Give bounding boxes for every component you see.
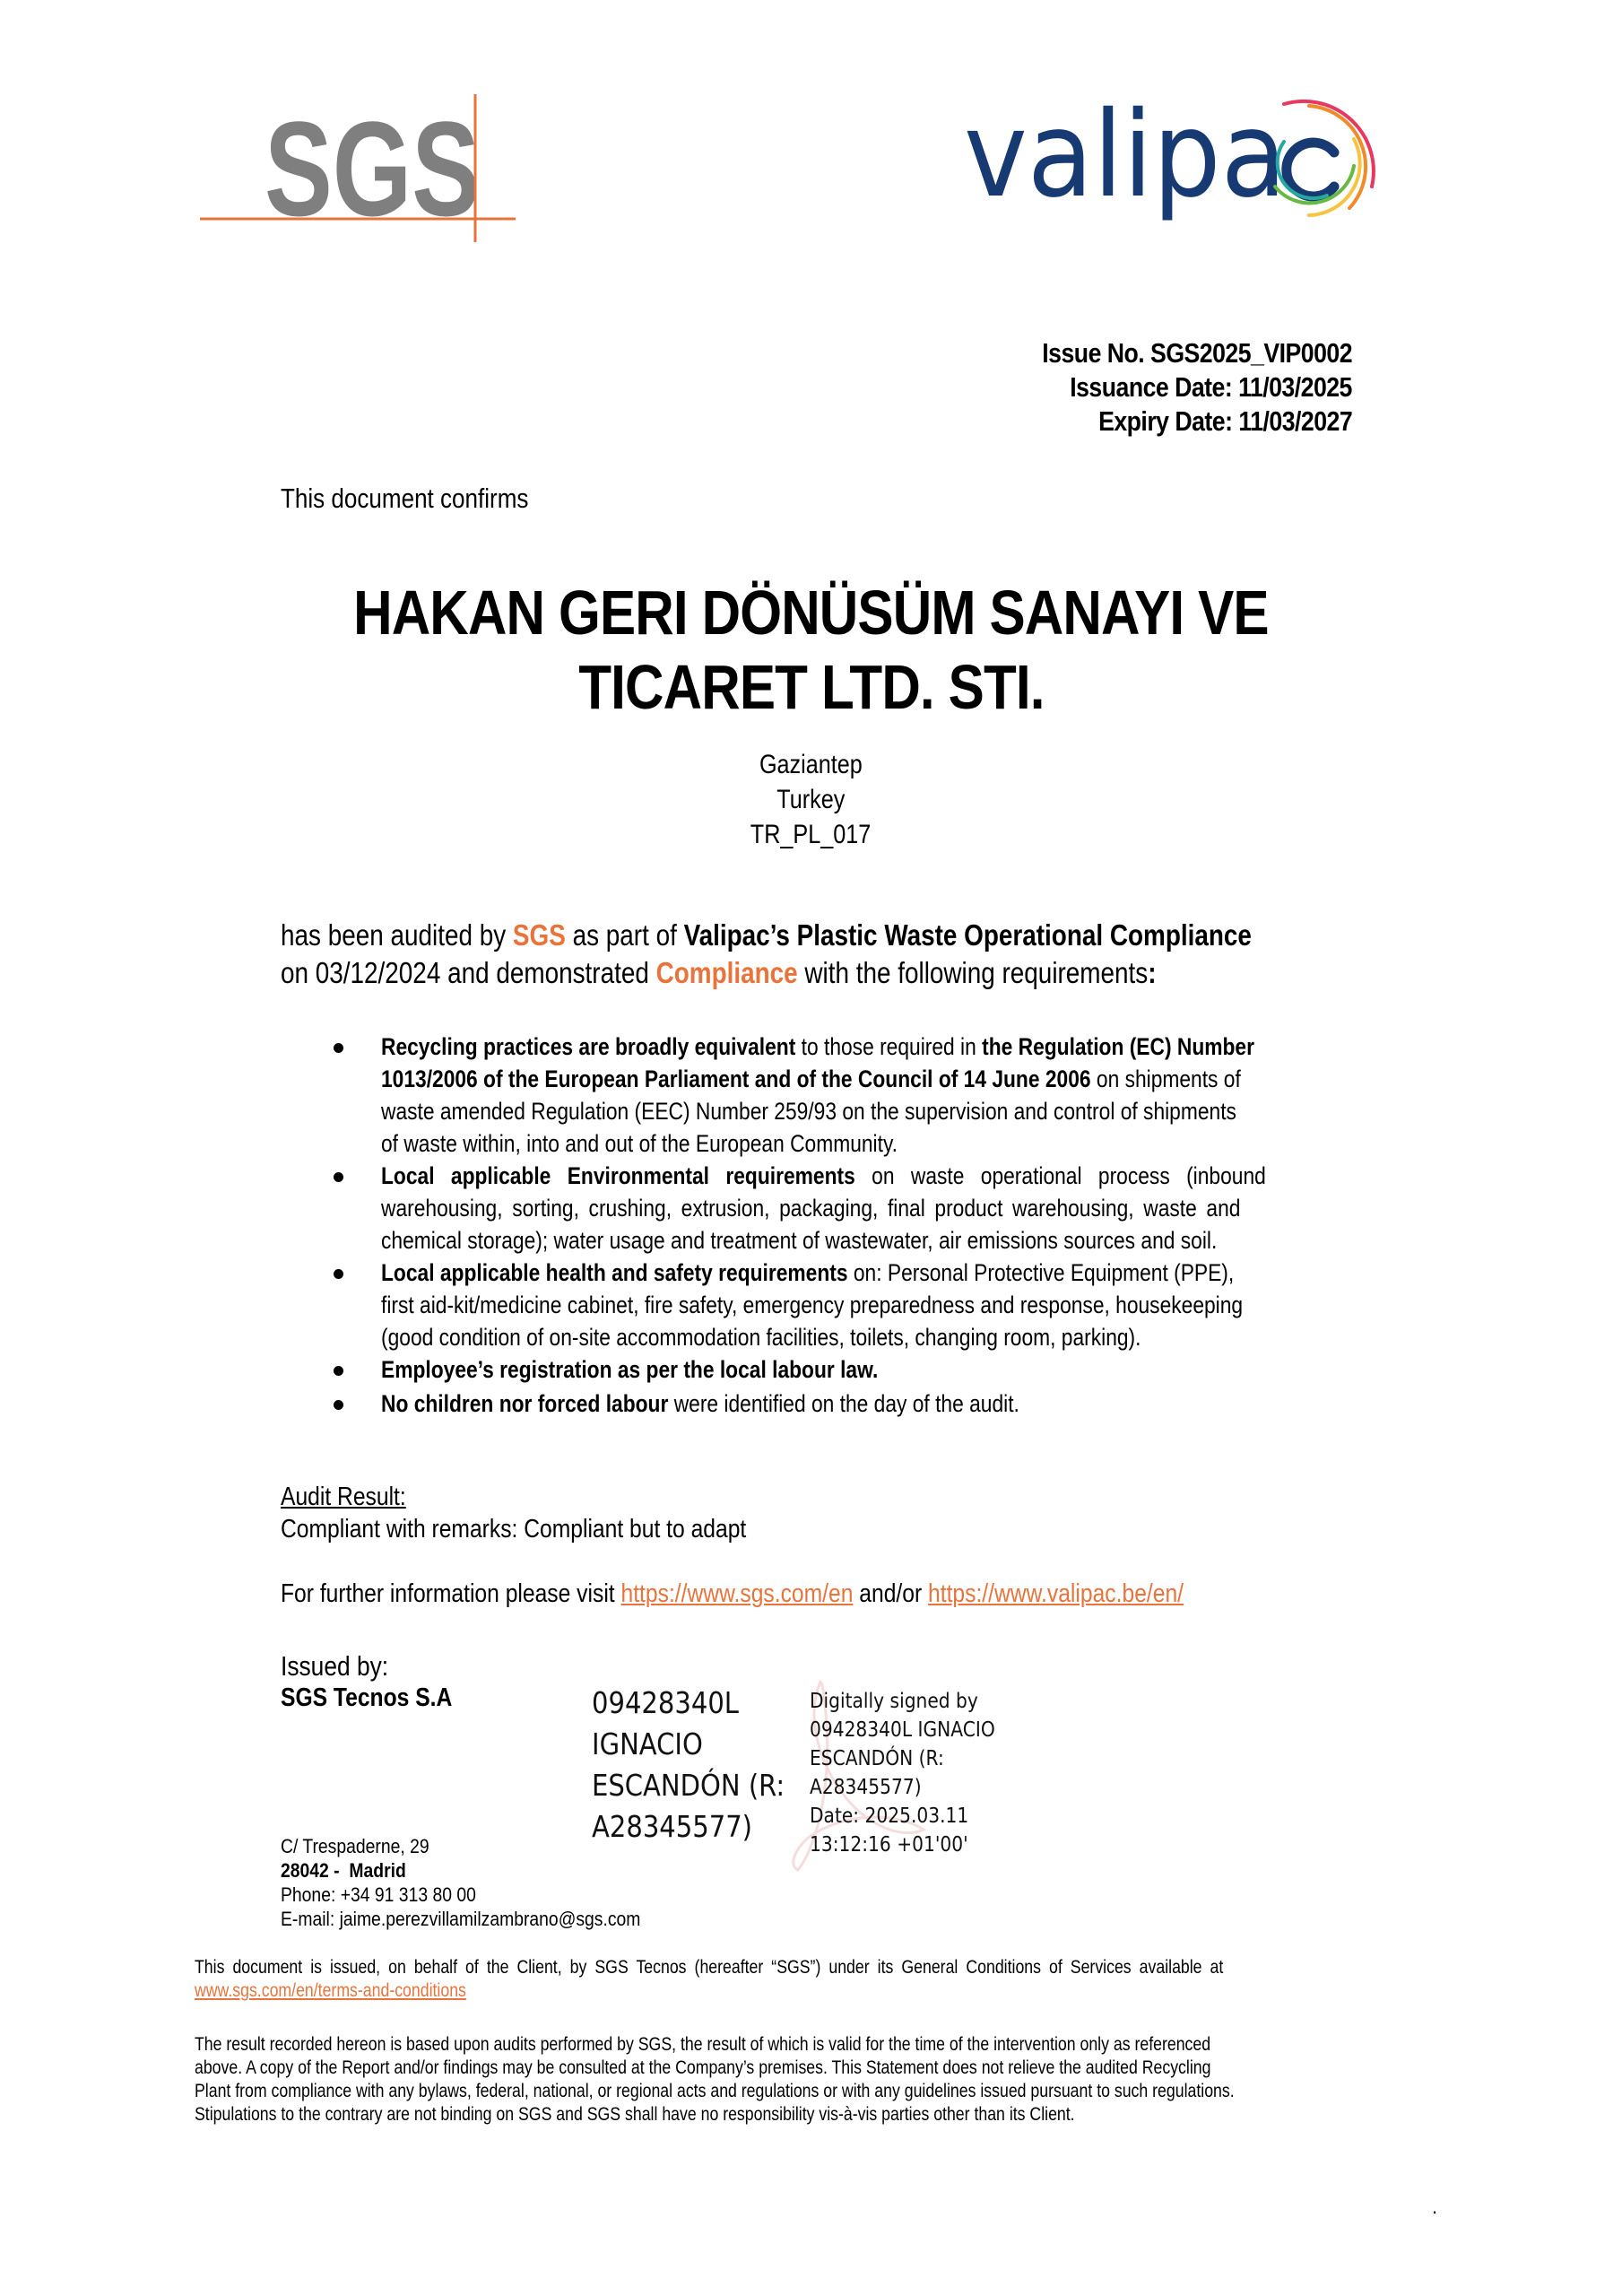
- requirement-1-line-1: Recycling practices are broadly equivalent to those required in the Regulation (EC) Number: [381, 1033, 1254, 1060]
- requirement-5-line-1: No children nor forced labour were identified on the day of the audit.: [381, 1390, 1019, 1417]
- bullet-icon: [334, 1269, 343, 1279]
- requirement-1-line-4: of waste within, into and out of the European Community.: [381, 1130, 898, 1157]
- issued-by-label: Issued by:: [281, 1650, 389, 1682]
- bullet-icon: [334, 1400, 343, 1410]
- issuer-city: 28042 - Madrid: [281, 1859, 406, 1882]
- company-code: TR_PL_017: [750, 820, 872, 849]
- sgs-logo-text: SGS: [265, 93, 480, 244]
- issuer-email: E-mail: jaime.perezvillamilzambrano@sgs.com: [281, 1908, 641, 1930]
- terms-link[interactable]: www.sgs.com/en/terms-and-conditions: [195, 1979, 466, 2001]
- footer-disclaimer-line-4: Stipulations to the contrary are not binding on SGS and SGS shall have no responsibility vis-à-vis parties other than its Client.: [195, 2103, 1075, 2125]
- signature-name-line-2: IGNACIO: [592, 1726, 703, 1761]
- audit-statement-line2: on 03/12/2024 and demonstrated Compliance with the following requirements:: [281, 956, 1157, 989]
- footer-terms-text: This document is issued, on behalf of the Client, by SGS Tecnos (hereafter “SGS”) under its General Conditions of Services available at: [195, 1956, 1224, 1978]
- bullet-icon: [334, 1043, 343, 1053]
- further-info: For further information please visit https://www.sgs.com/en and/or https://www.valipac.be/en/: [281, 1579, 1184, 1608]
- audit-result-label: Audit Result:: [281, 1483, 406, 1511]
- bullet-icon: [334, 1366, 343, 1376]
- issue-number: Issue No. SGS2025_VIP0002: [1042, 337, 1352, 369]
- requirement-2-line-3: chemical storage); water usage and treatment of wastewater, air emissions sources and soil.: [381, 1227, 1218, 1254]
- intro-text: This document confirms: [281, 483, 529, 514]
- signature-name-line-4: A28345577): [592, 1809, 753, 1844]
- footer-terms: [195, 1979, 525, 2002]
- company-name-line1: HAKAN GERI DÖNÜSÜM SANAYI VE: [353, 578, 1269, 648]
- signature-detail-line-2: 09428340L IGNACIO: [810, 1717, 995, 1742]
- issuer-phone: Phone: +34 91 313 80 00: [281, 1883, 476, 1906]
- requirement-3-line-1: Local applicable health and safety requirements on: Personal Protective Equipment (PPE),: [381, 1259, 1235, 1286]
- requirement-2-line-1: Local applicable Environmental requirements on waste operational process (inbound: [381, 1162, 1266, 1189]
- footer-disclaimer-line-2: above. A copy of the Report and/or findings may be consulted at the Company’s premises. This Statement does not relieve the audited Recycling: [195, 2057, 1211, 2078]
- company-name-line2: TICARET LTD. STI.: [577, 652, 1045, 722]
- footer-disclaimer-line-1: The result recorded hereon is based upon audits performed by SGS, the result of which is valid for the time of the intervention only as referenced: [195, 2033, 1211, 2055]
- audit-result-value: Compliant with remarks: Compliant but to adapt: [281, 1515, 747, 1544]
- requirement-2-line-2: warehousing, sorting, crushing, extrusion, packaging, final product warehousing, waste and: [381, 1195, 1241, 1222]
- signature-detail-line-4: A28345577): [810, 1774, 922, 1799]
- signature-date: Date: 2025.03.11: [810, 1803, 969, 1828]
- expiry-date: Expiry Date: 11/03/2027: [1097, 405, 1352, 437]
- page-mark: .: [1432, 2196, 1438, 2218]
- signature-time: 13:12:16 +01'00': [810, 1831, 968, 1857]
- issuance-date: Issuance Date: 11/03/2025: [1070, 371, 1352, 403]
- signature-name-line-3: ESCANDÓN (R:: [592, 1768, 785, 1803]
- sgs-logo: [197, 81, 538, 251]
- compliance-highlight: Compliance: [655, 956, 798, 989]
- audit-statement-line1: has been audited by SGS as part of Valipac’s Plastic Waste Operational Compliance: [281, 918, 1252, 952]
- requirement-1-line-3: waste amended Regulation (EEC) Number 259/93 on the supervision and control of shipments: [381, 1098, 1236, 1125]
- requirement-3-line-3: (good condition of on-site accommodation facilities, toilets, changing room, parking).: [381, 1324, 1141, 1351]
- requirement-1-line-2: 1013/2006 of the European Parliament and of the Council of 14 June 2006 on shipments of: [381, 1065, 1241, 1092]
- requirement-3-line-2: first aid-kit/medicine cabinet, fire safety, emergency preparedness and response, housekeeping: [381, 1292, 1244, 1318]
- footer-disclaimer-line-3: Plant from compliance with any bylaws, federal, national, or regional acts and regulations or with any guidelines issued pursuant to such regulations.: [195, 2080, 1235, 2101]
- bullet-icon: [334, 1172, 343, 1182]
- sgs-website-link[interactable]: https://www.sgs.com/en: [620, 1579, 854, 1608]
- issuer-street: C/ Trespaderne, 29: [281, 1835, 429, 1857]
- sgs-highlight: SGS: [512, 918, 566, 952]
- valipac-website-link[interactable]: https://www.valipac.be/en/: [928, 1579, 1184, 1608]
- signature-detail-line-1: Digitally signed by: [810, 1688, 978, 1713]
- company-city: Gaziantep: [759, 750, 863, 779]
- issuer-name: SGS Tecnos S.A: [281, 1683, 453, 1712]
- signature-name-line-1: 09428340L: [592, 1685, 739, 1720]
- program-name: Valipac’s Plastic Waste Operational Compliance: [683, 918, 1252, 952]
- valipac-logo: [950, 90, 1435, 242]
- valipac-logo-text: valipa: [964, 90, 1287, 224]
- signature-detail-line-3: ESCANDÓN (R:: [810, 1745, 944, 1770]
- requirement-4-line-1: Employee’s registration as per the local labour law.: [381, 1356, 879, 1383]
- company-country: Turkey: [776, 785, 846, 814]
